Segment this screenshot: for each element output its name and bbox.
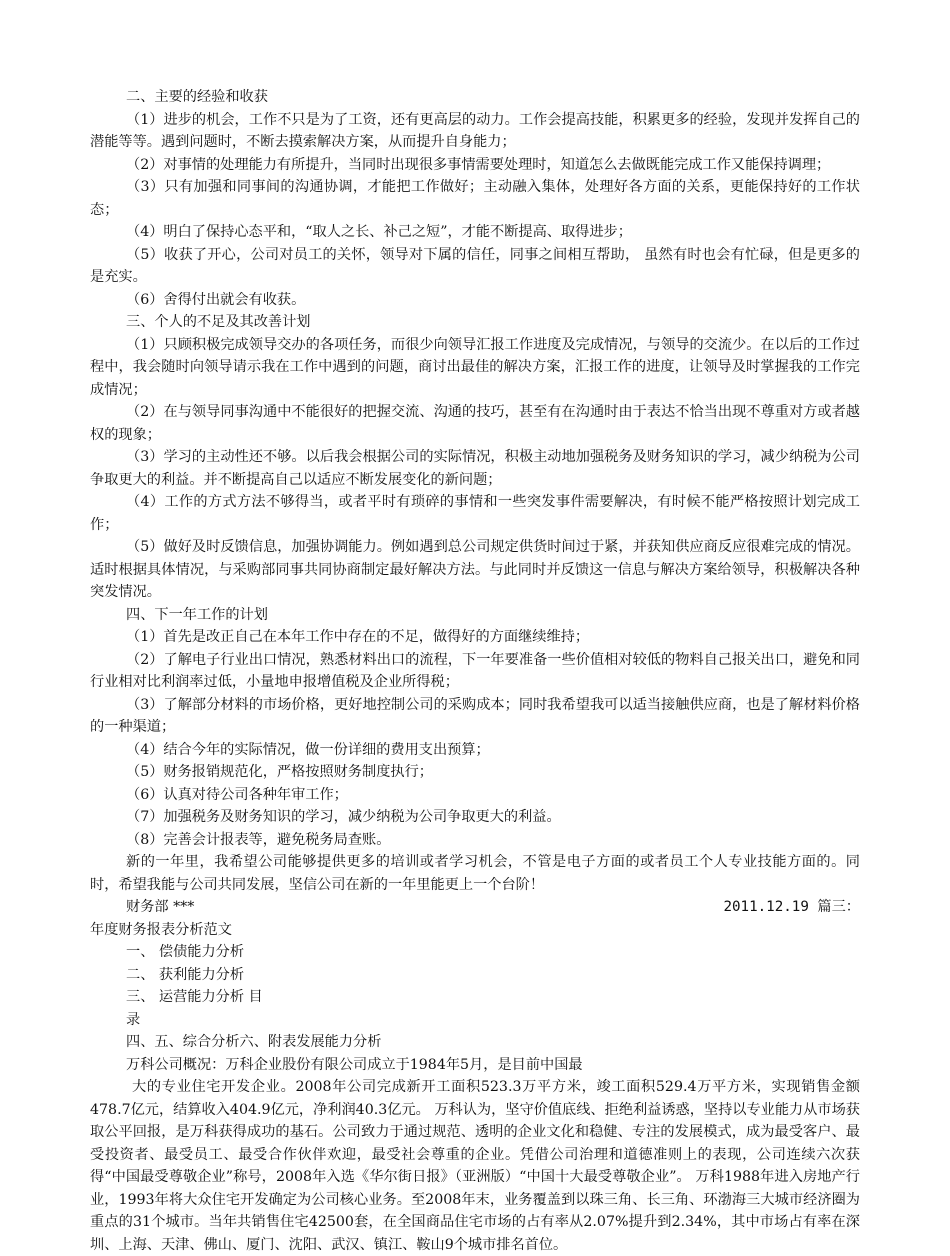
section-4-item: （7）加强税务及财务知识的学习，减少纳税为公司争取更大的利益。 [126, 809, 561, 825]
next-document-title: 年度财务报表分析范文 [90, 921, 232, 938]
section-3-item: （5）做好及时反馈信息，加强协调能力。例如遇到总公司规定供货时间过于紧，并获知供应商反应很难完成的情况。适时根据具体情况，与采购部同事共同协商制定最好解决方法。与此同时并反馈这一信息与解决方案给领导，积极解决各种突发情况。 [90, 539, 860, 600]
signature-date: 2011.12.19 篇三： [723, 899, 860, 915]
section-2-item: （6）舍得付出就会有收获。 [126, 291, 306, 308]
section-3-item: （3）学习的主动性还不够。以后我会根据公司的实际情况，积极主动地加强税务及财务知识的学习，减少纳税为公司争取更大的利益。并不断提高自己以适应不断发展变化的新问题； [90, 449, 860, 488]
signature-dept: 财务部 *** [126, 899, 195, 915]
section-4-item: （6）认真对待公司各种年审工作； [126, 786, 348, 803]
signature-line [90, 896, 860, 919]
toc-line: 四、五、综合分析六、附表发展能力分析 [126, 1034, 382, 1050]
section-2-item: （3）只有加强和同事间的沟通协调，才能把工作做好；主动融入集体，处理好各方面的关系，更能保持好的工作状态； [90, 179, 860, 218]
section-3-heading: 三、个人的不足及其改善计划 [126, 314, 311, 330]
vanke-intro: 万科公司概况：万科企业股份有限公司成立于1984年5月，是目前中国最 [126, 1056, 583, 1073]
toc-line: 一、 偿债能力分析 [126, 944, 245, 960]
section-4-heading: 四、下一年工作的计划 [126, 606, 268, 623]
toc-line: 三、 运营能力分析 目 [126, 989, 263, 1005]
section-4-item: （4）结合今年的实际情况，做一份详细的费用支出预算； [126, 741, 490, 758]
table-of-contents [90, 941, 860, 1054]
vanke-body: 大的专业住宅开发企业。2008年公司完成新开工面积523.3万平方米，竣工面积529.4万平方米，实现销售金额478.7亿元，结算收入404.9亿元，净利润40.3亿元。 万科认为，坚守价值底线、拒绝利益诱惑，坚持以专业能力从市场获取公平回报，是万科获得成功的基石。公司致力于通过规范、透明的企业文化和稳健、专注的发展模式，成为最受客户、最受投资者、最受员工、最受合作伙伴欢迎，最受社会尊重的企业。凭借公司治理和道德准则上的表现，公司连续六次获得“中国最受尊敬企业”称号，2008年入选《华尔街日报》（亚洲版）“中国十大最受尊敬企业”。 万科1988年进入房地产行业，1993年将大众住宅开发确定为公司核心业务。至2008年末，业务覆盖到以珠三角、长三角、环渤海三大城市经济圈为重点的31个城市。当年共销售住宅42500套，在全国商品住宅市场的占有率从2.07%提升到2.34%，其中市场占有率在深圳、上海、天津、佛山、厦门、沈阳、武汉、镇江、鞍山9个城市排名首位。 [90, 1079, 860, 1253]
section-4-item: （3）了解部分材料的市场价格，更好地控制公司的采购成本；同时我希望我可以适当接触供应商，也是了解材料价格的一种渠道； [90, 696, 860, 735]
section-2-heading: 二、主要的经验和收获 [126, 89, 268, 105]
section-4-item: （2）了解电子行业出口情况，熟悉材料出口的流程，下一年要准备一些价值相对较低的物料自己报关出口，避免和同行业相对比利润率过低，小量地申报增值税及企业所得税； [90, 651, 860, 690]
section-3-item: （4）工作的方式方法不够得当，或者平时有琐碎的事情和一些突发事件需要解决，有时候不能严格按照计划完成工作； [90, 494, 860, 533]
toc-line: 录 [126, 1011, 141, 1028]
section-2-item: （5）收获了开心，公司对员工的关怀，领导对下属的信任，同事之间相互帮助， 虽然有时也会有忙碌，但是更多的是充实。 [90, 246, 860, 285]
section-3-item: （2）在与领导同事沟通中不能很好的把握交流、沟通的技巧，甚至有在沟通时由于表达不恰当出现不尊重对方或者越权的现象； [90, 404, 860, 443]
section-2-item: （4）明白了保持心态平和，“取人之长、补己之短”，才能不断提高、取得进步； [126, 224, 632, 240]
section-4-item: （1）首先是改正自己在本年工作中存在的不足，做得好的方面继续维持； [126, 629, 590, 645]
toc-line: 二、 获利能力分析 [126, 966, 245, 983]
section-4-item: （5）财务报销规范化，严格按照财务制度执行； [126, 764, 433, 780]
section-2-item: （1）进步的机会，工作不只是为了工资，还有更高层的动力。工作会提高技能，积累更多的经验，发现并发挥自己的潜能等等。遇到问题时，不断去摸索解决方案，从而提升自身能力； [90, 111, 860, 150]
section-2-item: （2）对事情的处理能力有所提升，当同时出现很多事情需要处理时，知道怎么去做既能完成工作又能保持调理； [126, 156, 831, 173]
closing-paragraph: 新的一年里，我希望公司能够提供更多的培训或者学习机会，不管是电子方面的或者员工个人专业技能方面的。同时，希望我能与公司共同发展，坚信公司在新的一年里能更上一个台阶！ [90, 854, 860, 893]
section-3-item: （1）只顾积极完成领导交办的各项任务，而很少向领导汇报工作进度及完成情况，与领导的交流少。在以后的工作过程中，我会随时向领导请示我在工作中遇到的问题，商讨出最佳的解决方案，汇报工作的进度，让领导及时掌握我的工作完成情况； [90, 336, 860, 398]
section-4-item: （8）完善会计报表等，避免税务局查账。 [126, 831, 391, 848]
